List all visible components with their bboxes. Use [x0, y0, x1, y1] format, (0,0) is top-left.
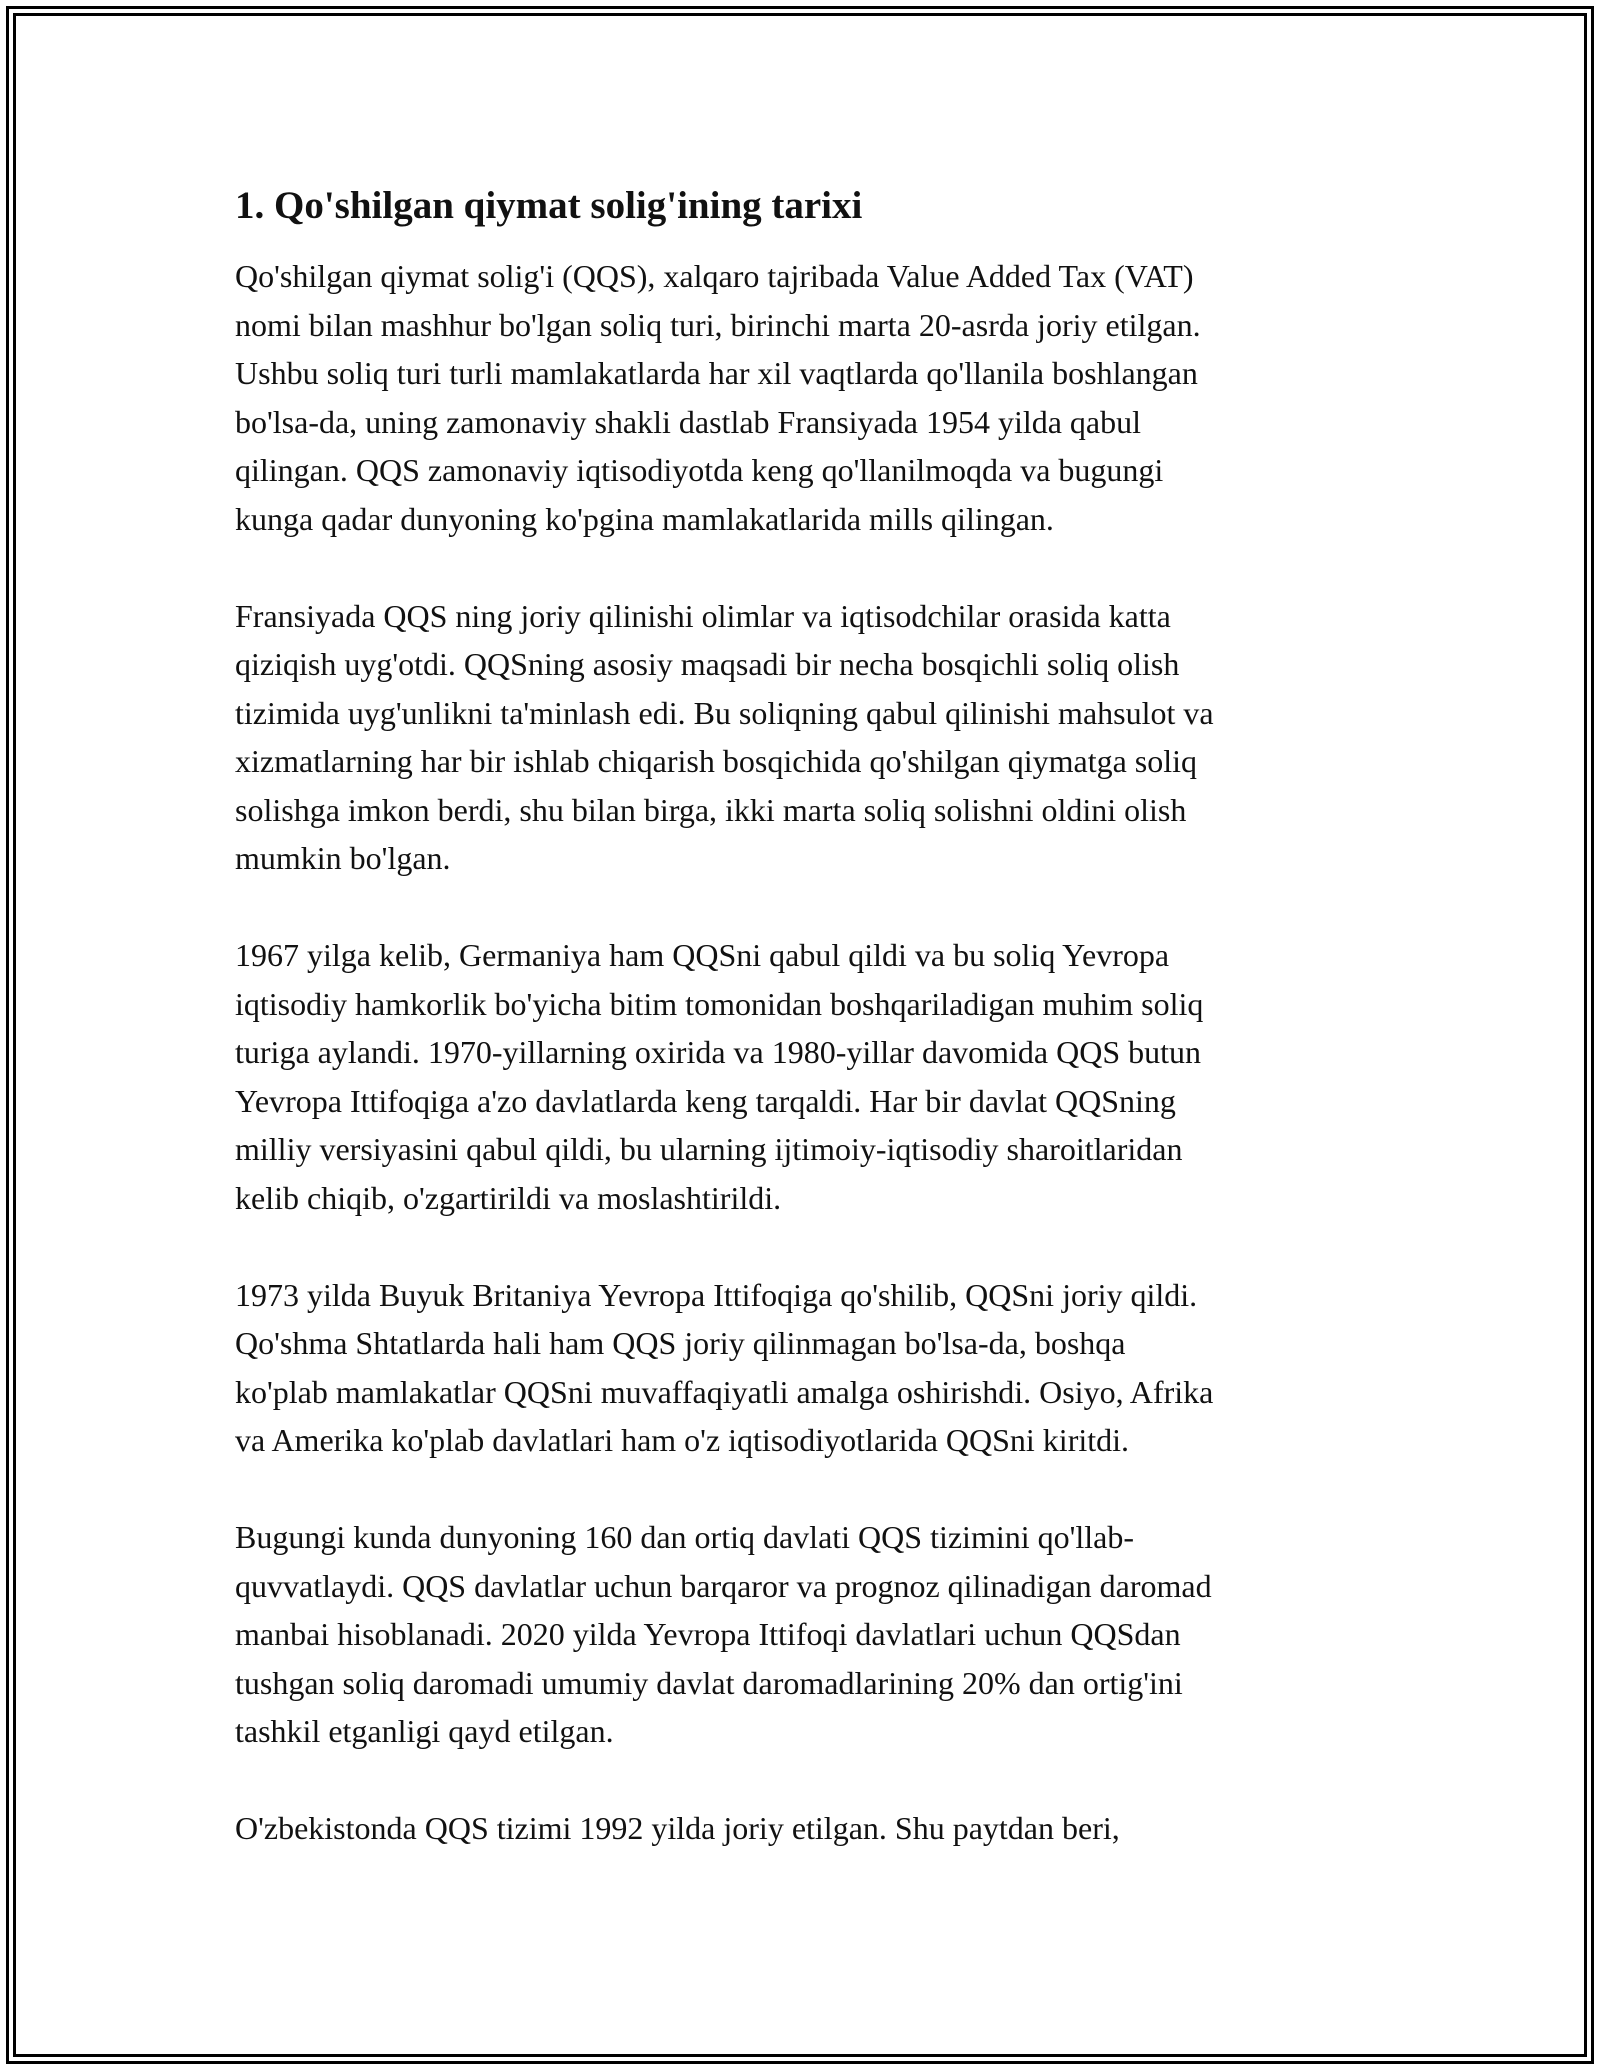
- text-line: Fransiyada QQS ning joriy qilinishi olimlar va iqtisodchilar orasida katta: [235, 597, 1171, 634]
- text-line: solishga imkon berdi, shu bilan birga, ikki marta soliq solishni oldini olish: [235, 791, 1187, 828]
- paragraph-britain: [235, 1271, 1380, 1465]
- paragraph-germany: [235, 931, 1380, 1222]
- text-line: bo'lsa-da, uning zamonaviy shakli dastlab Fransiyada 1954 yilda qabul: [235, 403, 1142, 440]
- text-line: ko'plab mamlakatlar QQSni muvaffaqiyatli amalga oshirishdi. Osiyo, Afrika: [235, 1373, 1214, 1410]
- text-line: va Amerika ko'plab davlatlari ham o'z iqtisodiyotlarida QQSni kiritdi.: [235, 1422, 1130, 1458]
- text-line: O'zbekistonda QQS tizimi 1992 yilda joriy etilgan. Shu paytdan beri,: [235, 1810, 1120, 1846]
- paragraph-vat-origin: [235, 252, 1380, 543]
- text-line: turiga aylandi. 1970-yillarning oxirida va 1980-yillar davomida QQS butun: [235, 1034, 1202, 1070]
- text-line: 1967 yilga kelib, Germaniya ham QQSni qabul qildi va bu soliq Yevropa: [235, 937, 1170, 973]
- text-line: kelib chiqib, o'zgartirildi va moslashtirildi.: [235, 1179, 782, 1216]
- text-line: Qo'shilgan qiymat solig'i (QQS), xalqaro tajribada Value Added Tax (VAT): [235, 258, 1194, 294]
- text-line: Bugungi kunda dunyoning 160 dan ortiq davlati QQS tizimini qo'llab-: [235, 1519, 1135, 1555]
- text-line: Yevropa Ittifoqiga a'zo davlatlarda keng tarqaldi. Har bir davlat QQSning: [235, 1082, 1176, 1119]
- text-line: Qo'shma Shtatlarda hali ham QQS joriy qilinmagan bo'lsa-da, boshqa: [235, 1325, 1126, 1361]
- text-line: milliy versiyasini qabul qildi, bu ularning ijtimoiy-iqtisodiy sharoitlaridan: [235, 1131, 1183, 1167]
- text-line: tushgan soliq daromadi umumiy davlat daromadlarining 20% dan ortig'ini: [235, 1664, 1183, 1701]
- text-line: Ushbu soliq turi turli mamlakatlarda har xil vaqtlarda qo'llanila boshlangan: [235, 355, 1198, 391]
- text-line: iqtisodiy hamkorlik bo'yicha bitim tomonidan boshqariladigan muhim soliq: [235, 985, 1204, 1022]
- text-line: tashkil etganligi qayd etilgan.: [235, 1713, 614, 1749]
- text-line: quvvatlaydi. QQS davlatlar uchun barqaror va prognoz qilinadigan daromad: [235, 1567, 1212, 1604]
- text-line: nomi bilan mashhur bo'lgan soliq turi, birinchi marta 20-asrda joriy etilgan.: [235, 306, 1201, 343]
- text-line: 1973 yilda Buyuk Britaniya Yevropa Ittifoqiga qo'shilib, QQSni joriy qildi.: [235, 1276, 1198, 1313]
- paragraph-uzbekistan: [235, 1804, 1380, 1853]
- text-line: kunga qadar dunyoning ko'pgina mamlakatlarida mills qilingan.: [235, 500, 1054, 537]
- paragraph-france: [235, 592, 1380, 883]
- text-line: xizmatlarning har bir ishlab chiqarish bosqichida qo'shilgan qiymatga soliq: [235, 743, 1198, 779]
- text-line: qilingan. QQS zamonaviy iqtisodiyotda keng qo'llanilmoqda va bugungi: [235, 452, 1164, 488]
- paragraph-today: [235, 1513, 1380, 1756]
- document-body: [235, 182, 1380, 1901]
- section-heading: 1. Qo'shilgan qiymat solig'ining tarixi: [235, 184, 863, 227]
- text-line: mumkin bo'lgan.: [235, 840, 451, 876]
- text-line: manbai hisoblanadi. 2020 yilda Yevropa Ittifoqi davlatlari uchun QQSdan: [235, 1616, 1181, 1652]
- text-line: qiziqish uyg'otdi. QQSning asosiy maqsadi bir necha bosqichli soliq olish: [235, 646, 1180, 682]
- text-line: tizimida uyg'unlikni ta'minlash edi. Bu soliqning qabul qilinishi mahsulot va: [235, 694, 1214, 731]
